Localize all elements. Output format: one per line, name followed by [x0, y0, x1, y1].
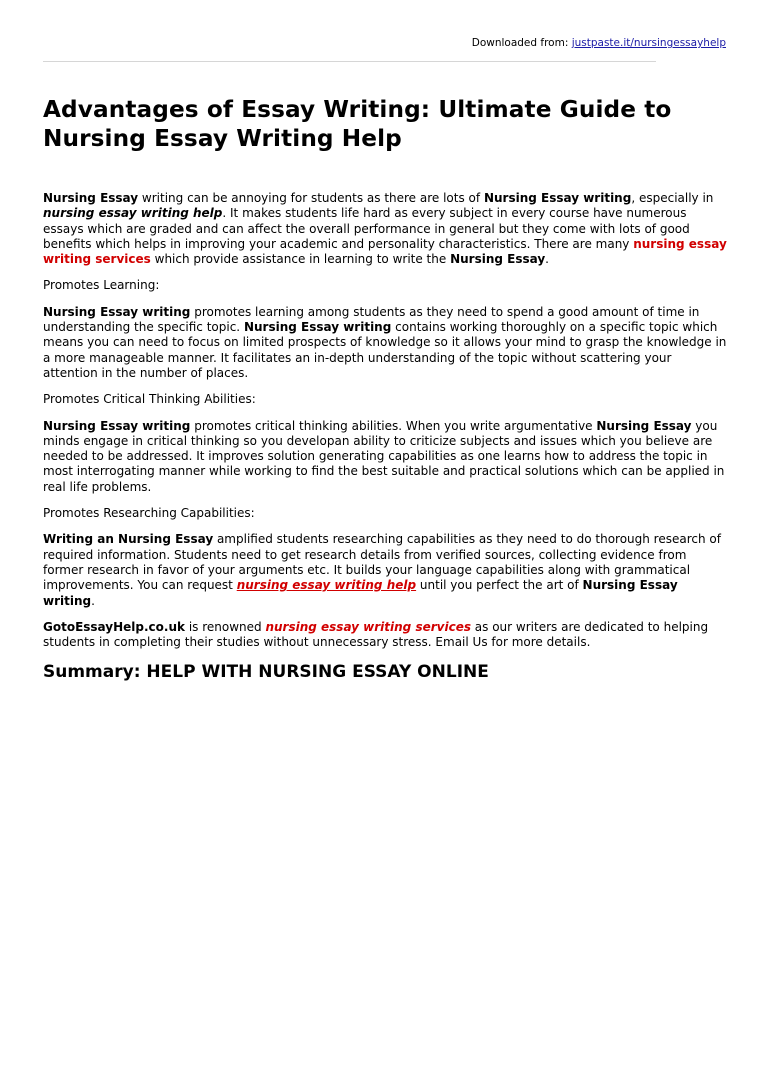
- source-link[interactable]: justpaste.it/nursingessayhelp: [571, 37, 726, 49]
- section-paragraph-critical-thinking: [43, 419, 728, 495]
- intro-bold-2: Nursing Essay writing: [483, 191, 632, 205]
- s2-bold-2: Nursing Essay: [596, 418, 692, 433]
- s1-bold-1: Nursing Essay writing: [43, 304, 191, 319]
- download-source-line: [472, 37, 726, 50]
- closing-text-2: as our writers are dedicated to helping students in completing their studies without unnecessary stress. Email Us for more details.: [43, 619, 709, 650]
- s3-bold-1: Writing an Nursing Essay: [43, 532, 214, 547]
- summary-heading: Summary: HELP WITH NURSING ESSAY ONLINE: [43, 662, 489, 683]
- closing-text-1: is renowned: [185, 619, 266, 634]
- intro-text-4: which provide assistance in learning to write the: [150, 252, 451, 267]
- header-divider: [43, 61, 656, 62]
- page-title: Advantages of Essay Writing: Ultimate Guide to Nursing Essay Writing Help: [43, 96, 672, 152]
- intro-text-5: .: [545, 252, 549, 267]
- section-label-learning: Promotes Learning:: [43, 278, 160, 293]
- s2-bold-1: Nursing Essay writing: [43, 418, 191, 433]
- section-paragraph-researching: [43, 532, 728, 608]
- intro-bold-1: Nursing Essay: [43, 191, 139, 205]
- closing-bold-brand: GotoEssayHelp.co.uk: [43, 619, 185, 634]
- s3-text-2: until you perfect the art of: [416, 578, 583, 593]
- s3-bold-2: Nursing Essay writing: [43, 578, 678, 608]
- s1-bold-2: Nursing Essay writing: [243, 320, 392, 335]
- s1-text-2: contains working thoroughly on a specific topic which means you can need to focus on limited prospects of knowledge so it allows your mind to grasp the knowledge in a more manageable manner. It facilitates an in-depth understanding of the topic without scattering your attention in the number of places.: [43, 320, 727, 380]
- intro-text-1: writing can be annoying for students as there are lots of: [138, 191, 484, 205]
- s1-text-1: promotes learning among students as they need to spend a good amount of time in understanding the specific topic.: [43, 304, 700, 335]
- closing-red-keyword: nursing essay writing services: [265, 619, 471, 634]
- section-paragraph-learning: [43, 305, 728, 381]
- article-body: [43, 95, 728, 683]
- closing-paragraph: [43, 620, 728, 651]
- intro-text-2: , especially in: [631, 191, 714, 205]
- section-label-critical-thinking: Promotes Critical Thinking Abilities:: [43, 392, 256, 407]
- nursing-essay-help-link[interactable]: nursing essay writing help: [236, 578, 417, 593]
- s2-text-2: you minds engage in critical thinking so you developan ability to criticize subjects and issues which you believe are needed to be addressed. It improves solution generating capabilities as one learns how to address the topic in most interrogating manner while working to find the best suitable and practical solutions which can be applied in real life problems.: [43, 418, 725, 494]
- intro-paragraph: [43, 191, 728, 267]
- s2-text-1: promotes critical thinking abilities. When you write argumentative: [190, 418, 597, 433]
- intro-bold-italic: nursing essay writing help: [43, 206, 223, 221]
- s3-text-3: .: [91, 593, 95, 608]
- intro-text-3: . It makes students life hard as every subject in every course have numerous essays which are graded and can affect the overall performance in general but they come with lots of good benefits which helps in improving your academic and personality characteristics. There are many: [43, 206, 690, 251]
- s3-text-1: amplified students researching capabilities as they need to do thorough research of required information. Students need to get research details from verified sources, collecting evidence from former research in favor of your arguments etc. It builds your language capabilities along with grammatical improvements. You can request: [43, 532, 721, 593]
- section-label-researching: Promotes Researching Capabilities:: [43, 506, 255, 521]
- downloaded-from-label: Downloaded from:: [471, 37, 572, 49]
- intro-red-keyword: nursing essay writing services: [43, 236, 727, 267]
- intro-bold-3: Nursing Essay: [450, 252, 546, 267]
